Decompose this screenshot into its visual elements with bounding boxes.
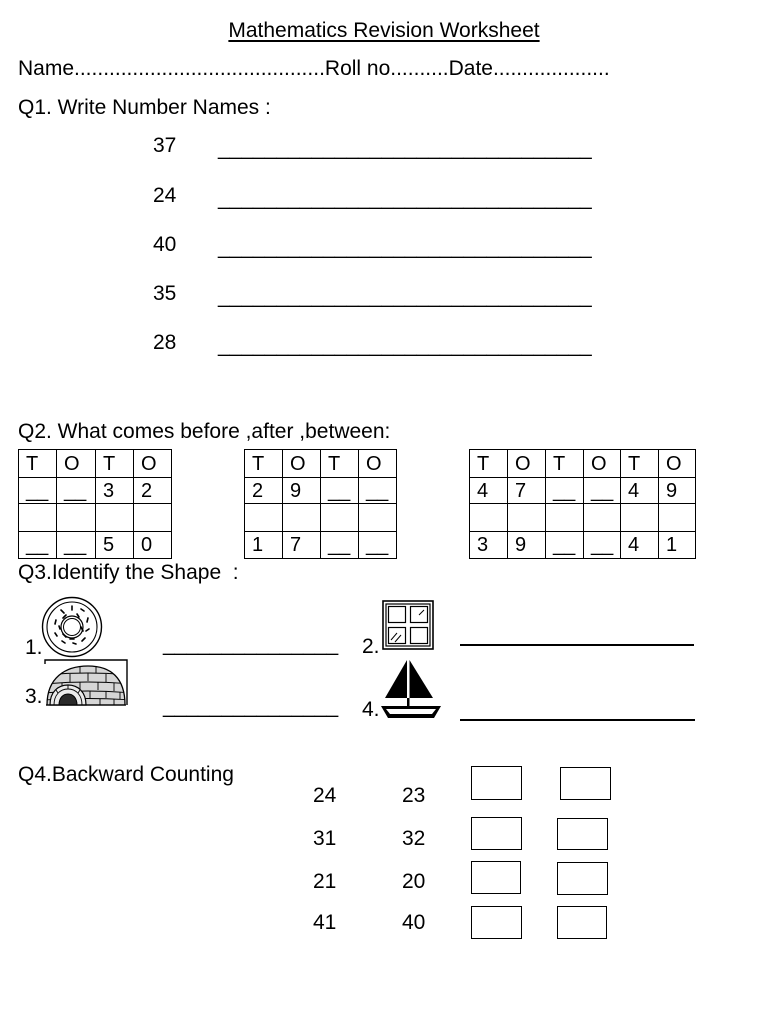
table-cell: 0 (134, 532, 172, 559)
table-cell (359, 504, 397, 532)
count-number: 23 (402, 784, 426, 807)
column-header: O (359, 450, 397, 478)
count-number: 41 (313, 911, 337, 934)
column-header: O (283, 450, 321, 478)
q1-number: 28 (153, 331, 177, 354)
table-cell (57, 504, 96, 532)
table-cell: __ (546, 478, 584, 504)
answer-box (557, 818, 608, 850)
table-cell: 2 (134, 478, 172, 504)
count-number: 32 (402, 827, 426, 850)
table-cell (470, 504, 508, 532)
column-header: T (621, 450, 659, 478)
shape-label: 2. (362, 635, 380, 658)
donut-icon (41, 596, 103, 658)
q4-heading: Q4.Backward Counting (18, 763, 234, 786)
column-header: T (96, 450, 134, 478)
table-cell: 9 (508, 532, 546, 559)
answer-blank: ________________________________ (218, 137, 592, 160)
table-cell (584, 504, 621, 532)
q1-number: 35 (153, 282, 177, 305)
column-header: O (659, 450, 696, 478)
table-cell (134, 504, 172, 532)
answer-blank: ________________________________ (218, 334, 592, 357)
table-cell (96, 504, 134, 532)
place-value-table-1 (18, 449, 172, 559)
table-cell: __ (321, 532, 359, 559)
count-number: 20 (402, 870, 426, 893)
table-cell: 1 (659, 532, 696, 559)
table-cell: 3 (96, 478, 134, 504)
shape-label: 3. (25, 685, 43, 708)
answer-blank: ________________________________ (218, 285, 592, 308)
page-title: Mathematics Revision Worksheet (228, 19, 540, 42)
table-cell: 7 (283, 532, 321, 559)
q1-number: 40 (153, 233, 177, 256)
column-header: T (19, 450, 57, 478)
place-value-table-2 (244, 449, 397, 559)
q2-heading: Q2. What comes before ,after ,between: (18, 420, 391, 443)
shape-label: 4. (362, 698, 380, 721)
answer-box (557, 862, 608, 895)
table-cell: 9 (659, 478, 696, 504)
answer-line (460, 644, 694, 646)
table-cell: 4 (470, 478, 508, 504)
table-cell: 1 (245, 532, 283, 559)
table-cell (245, 504, 283, 532)
place-value-table-3 (469, 449, 696, 559)
table-cell: 4 (621, 478, 659, 504)
window-icon (382, 600, 434, 650)
igloo-icon (44, 659, 128, 707)
count-number: 40 (402, 911, 426, 934)
table-cell (546, 504, 584, 532)
q1-number: 24 (153, 184, 177, 207)
table-cell: 4 (621, 532, 659, 559)
answer-blank: ________________________________ (218, 187, 592, 210)
table-cell: 2 (245, 478, 283, 504)
q1-heading: Q1. Write Number Names : (18, 96, 271, 119)
table-cell (659, 504, 696, 532)
table-cell: 5 (96, 532, 134, 559)
answer-blank: _______________ (163, 695, 339, 718)
answer-line (460, 719, 695, 721)
answer-box (471, 817, 522, 850)
student-info-line: Name...........................................Roll no..........Date.................... (18, 57, 610, 80)
q1-number: 37 (153, 134, 177, 157)
column-header: O (134, 450, 172, 478)
table-cell (621, 504, 659, 532)
count-number: 21 (313, 870, 337, 893)
table-cell: __ (321, 478, 359, 504)
table-cell: __ (57, 478, 96, 504)
answer-box (557, 906, 607, 939)
column-header: T (546, 450, 584, 478)
table-cell (508, 504, 546, 532)
answer-box (471, 906, 522, 939)
column-header: O (584, 450, 621, 478)
count-number: 24 (313, 784, 337, 807)
table-cell (283, 504, 321, 532)
table-cell (19, 504, 57, 532)
answer-box (560, 767, 611, 800)
table-cell: __ (359, 478, 397, 504)
answer-blank: ________________________________ (218, 236, 592, 259)
column-header: O (508, 450, 546, 478)
table-cell: __ (584, 532, 621, 559)
column-header: T (245, 450, 283, 478)
table-cell (321, 504, 359, 532)
q3-heading: Q3.Identify the Shape : (18, 561, 239, 584)
table-cell: __ (584, 478, 621, 504)
table-cell: __ (57, 532, 96, 559)
shape-label: 1. (25, 636, 43, 659)
table-cell: 3 (470, 532, 508, 559)
table-cell: __ (19, 532, 57, 559)
table-cell: __ (546, 532, 584, 559)
table-cell: 9 (283, 478, 321, 504)
table-cell: __ (359, 532, 397, 559)
answer-box (471, 766, 522, 800)
sailboat-icon (381, 659, 441, 719)
column-header: O (57, 450, 96, 478)
answer-box (471, 861, 521, 894)
column-header: T (470, 450, 508, 478)
column-header: T (321, 450, 359, 478)
count-number: 31 (313, 827, 337, 850)
table-cell: __ (19, 478, 57, 504)
table-cell: 7 (508, 478, 546, 504)
answer-blank: _______________ (163, 633, 339, 656)
